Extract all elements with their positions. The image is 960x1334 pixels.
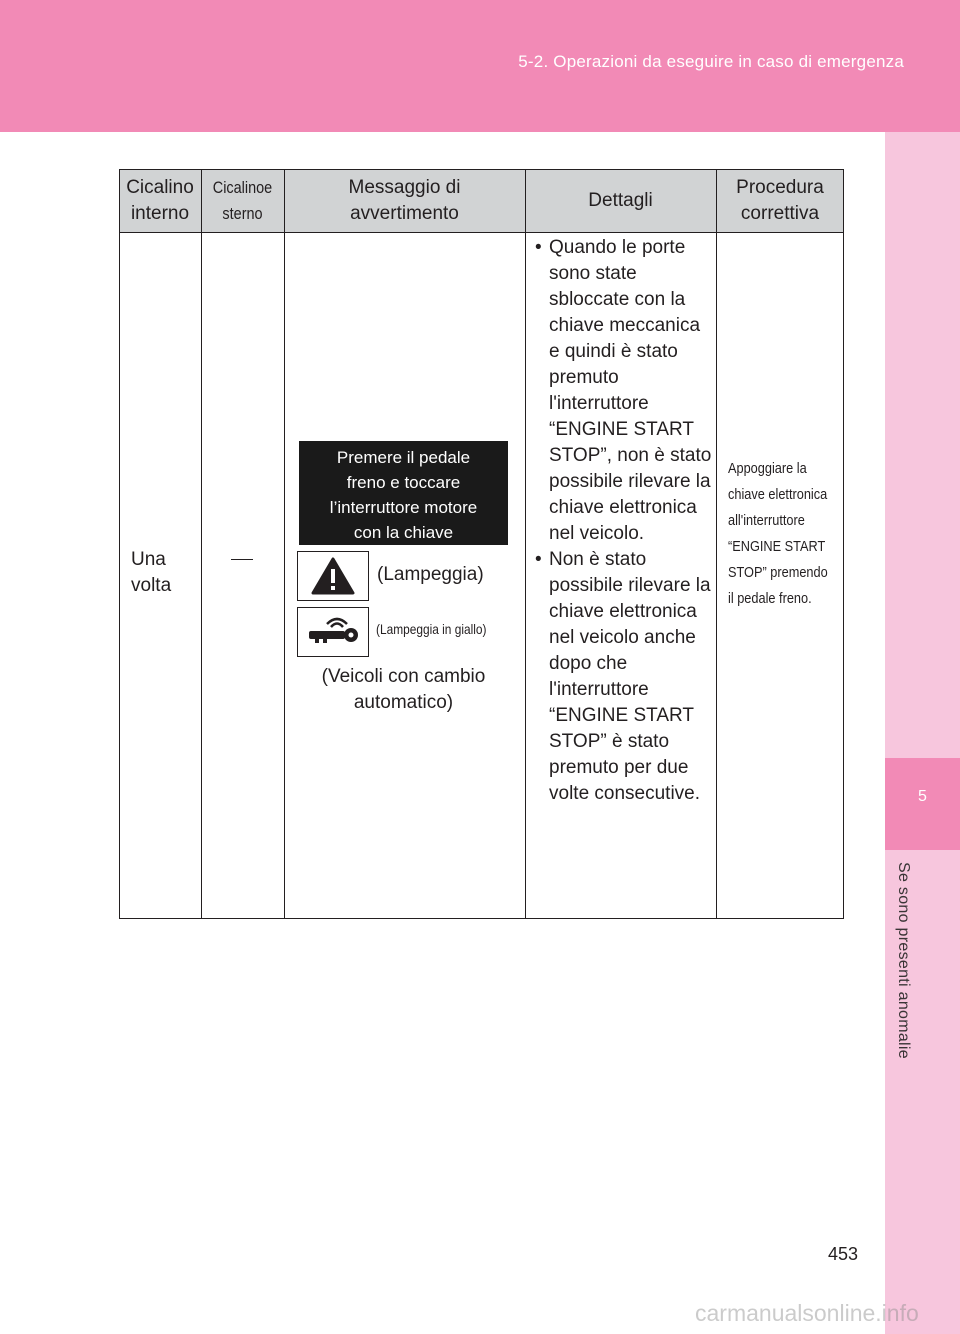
- chapter-number: 5: [918, 788, 927, 805]
- smart-key-icon: [297, 607, 369, 657]
- details-list: [535, 235, 715, 807]
- key-icon-caption: (Lampeggia in giallo): [376, 621, 487, 637]
- warning-icon-caption: (Lampeggia): [377, 564, 484, 585]
- external-buzzer-value: [231, 559, 253, 560]
- header-internal-buzzer: Cicalino interno: [126, 177, 194, 224]
- warning-table: [119, 169, 844, 919]
- chapter-title: Se sono presenti anomalie: [895, 862, 912, 1059]
- column-divider: [201, 169, 202, 919]
- display-message-line: Premere il pedale: [336, 448, 471, 467]
- header-external-buzzer: Cicalinoe sterno: [212, 178, 273, 223]
- column-divider: [716, 169, 717, 919]
- header-details: Dettagli: [588, 190, 653, 211]
- vehicle-note: (Veicoli con cambio automatico): [321, 666, 486, 713]
- warning-triangle-icon: [297, 551, 369, 601]
- internal-buzzer-value: Una volta: [131, 549, 172, 596]
- display-message-panel: [299, 441, 508, 545]
- side-tab: [885, 132, 960, 1334]
- section-title: 5-2. Operazioni da eseguire in caso di emergenza: [518, 52, 904, 71]
- header-warning-message: Messaggio di avvertimento: [348, 177, 461, 224]
- header-corrective-procedure: Procedura correttiva: [736, 177, 824, 224]
- page-number: 453: [828, 1244, 859, 1264]
- list-item: • Non è stato possibile rilevare la chiave elettronica nel veicolo anche dopo che l'interruttore “ENGINE START STOP” è stato premuto per due volte consecutive.: [535, 549, 711, 804]
- column-divider: [284, 169, 285, 919]
- display-message-line: freno e toccare: [346, 473, 461, 492]
- watermark: carmanualsonline.info: [695, 1300, 919, 1326]
- display-message-line: con la chiave: [353, 523, 454, 542]
- display-message-line: l’interruttore motore: [329, 498, 478, 517]
- list-item: • Quando le porte sono state sbloccate con la chiave meccanica e quindi è stato premuto l'interruttore “ENGINE START STOP”, non è stato possibile rilevare la chiave elettronica nel veicolo.: [535, 237, 712, 544]
- corrective-procedure-text: Appoggiare la chiave elettronica all'interruttore “ENGINE START STOP” premendo il pedale freno.: [728, 460, 828, 607]
- column-divider: [525, 169, 526, 919]
